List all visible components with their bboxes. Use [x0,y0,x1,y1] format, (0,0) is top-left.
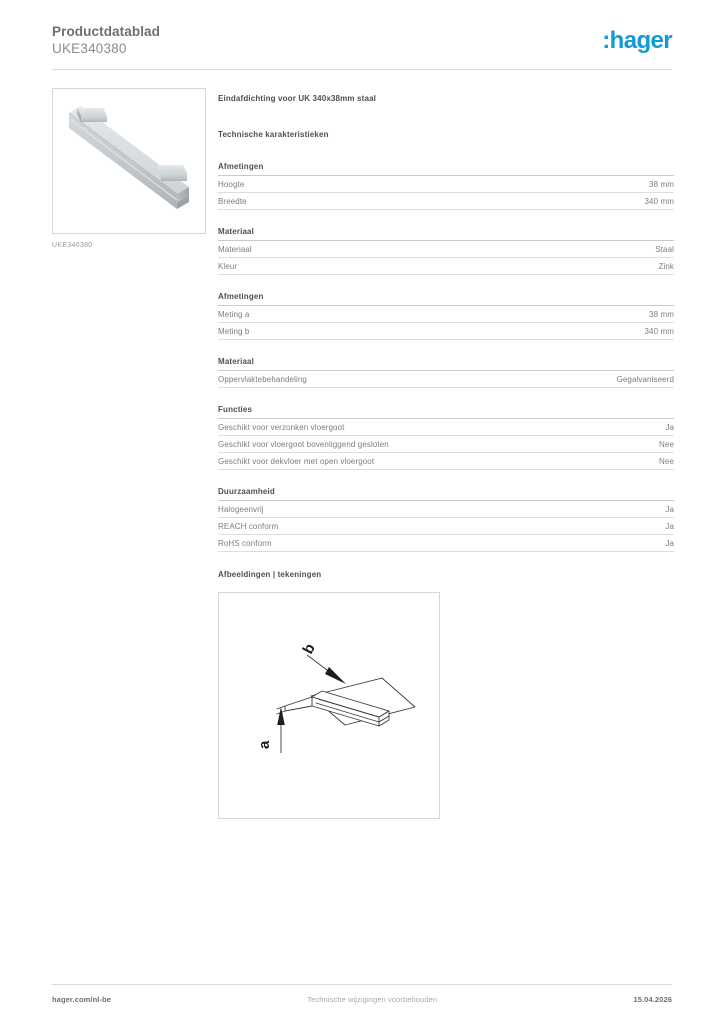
spec-group-title: Functies [218,405,674,419]
spec-row-label: Meting a [218,310,250,319]
spec-group-title: Materiaal [218,357,674,371]
product-image-caption: UKE340380 [52,242,93,249]
spec-group [218,292,674,340]
spec-row [218,258,674,275]
spec-row [218,323,674,340]
specs-heading: Technische karakteristieken [218,130,329,139]
spec-row-label: Halogeenvrij [218,505,264,514]
spec-row [218,518,674,535]
spec-group-title: Duurzaamheid [218,487,674,501]
footer-url[interactable]: hager.com/nl-be [52,995,112,1004]
footer-divider [52,984,672,985]
spec-group [218,162,674,210]
spec-row-value: Zink [658,262,674,271]
spec-group-title: Afmetingen [218,292,674,306]
spec-row-value: Ja [665,423,674,432]
drawings-section [218,570,674,819]
spec-row-value: 38 mm [649,310,674,319]
spec-row-label: Kleur [218,262,238,271]
spec-row-label: RoHS conform [218,539,272,548]
page-title: Productdatablad [52,24,161,39]
spec-row-label: Geschikt voor verzonken vloergoot [218,423,345,432]
spec-group-title: Afmetingen [218,162,674,176]
spec-row-value: 340 mm [644,327,674,336]
spec-group [218,405,674,470]
spec-group [218,487,674,552]
product-image-box [52,88,206,234]
product-subtitle: Eindafdichting voor UK 340x38mm staal [218,94,377,103]
spec-row [218,453,674,470]
spec-row-value: 340 mm [644,197,674,206]
spec-row-label: Hoogte [218,180,245,189]
spec-row [218,176,674,193]
spec-row-value: Gegalvaniseerd [616,375,674,384]
header-divider [52,69,672,70]
spec-row-value: Ja [665,522,674,531]
spec-row-label: Oppervlaktebehandeling [218,375,307,384]
specifications-column [218,94,674,819]
spec-group [218,227,674,275]
footer-date: 15.04.2026 [633,995,672,1004]
spec-row [218,501,674,518]
spec-row-label: REACH conform [218,522,279,531]
technical-drawing-box [218,592,440,819]
footer-note: Technische wijzigingen voorbehouden [307,995,438,1004]
spec-row-value: Nee [659,457,674,466]
spec-row [218,371,674,388]
page-footer [52,995,672,1004]
spec-row [218,535,674,552]
dimension-label-a: a [256,740,273,749]
drawings-title: Afbeeldingen | tekeningen [218,570,322,579]
spec-row-label: Materiaal [218,245,252,254]
product-figure [52,88,208,249]
spec-row [218,193,674,210]
spec-row [218,436,674,453]
spec-row-label: Geschikt voor dekvloer met open vloergoot [218,457,375,466]
spec-row-label: Breedte [218,197,247,206]
spec-row-label: Meting b [218,327,250,336]
product-reference: UKE340380 [52,41,127,56]
spec-group [218,357,674,388]
spec-group-title: Materiaal [218,227,674,241]
spec-row-value: Ja [665,505,674,514]
spec-groups [218,162,674,552]
spec-row-value: 38 mm [649,180,674,189]
dimension-b-arrow [307,655,346,684]
spec-row [218,306,674,323]
spec-row-value: Staal [655,245,674,254]
product-photo-end-cap-steel [53,89,205,233]
hager-logo: :hager [602,27,672,54]
spec-row-label: Geschikt voor vloergoot bovenliggend gesloten [218,440,389,449]
spec-row-value: Nee [659,440,674,449]
page-header [52,24,672,70]
spec-row [218,241,674,258]
technical-drawing-isometric [219,593,439,818]
spec-row-value: Ja [665,539,674,548]
dimension-label-b: b [299,640,319,657]
spec-row [218,419,674,436]
